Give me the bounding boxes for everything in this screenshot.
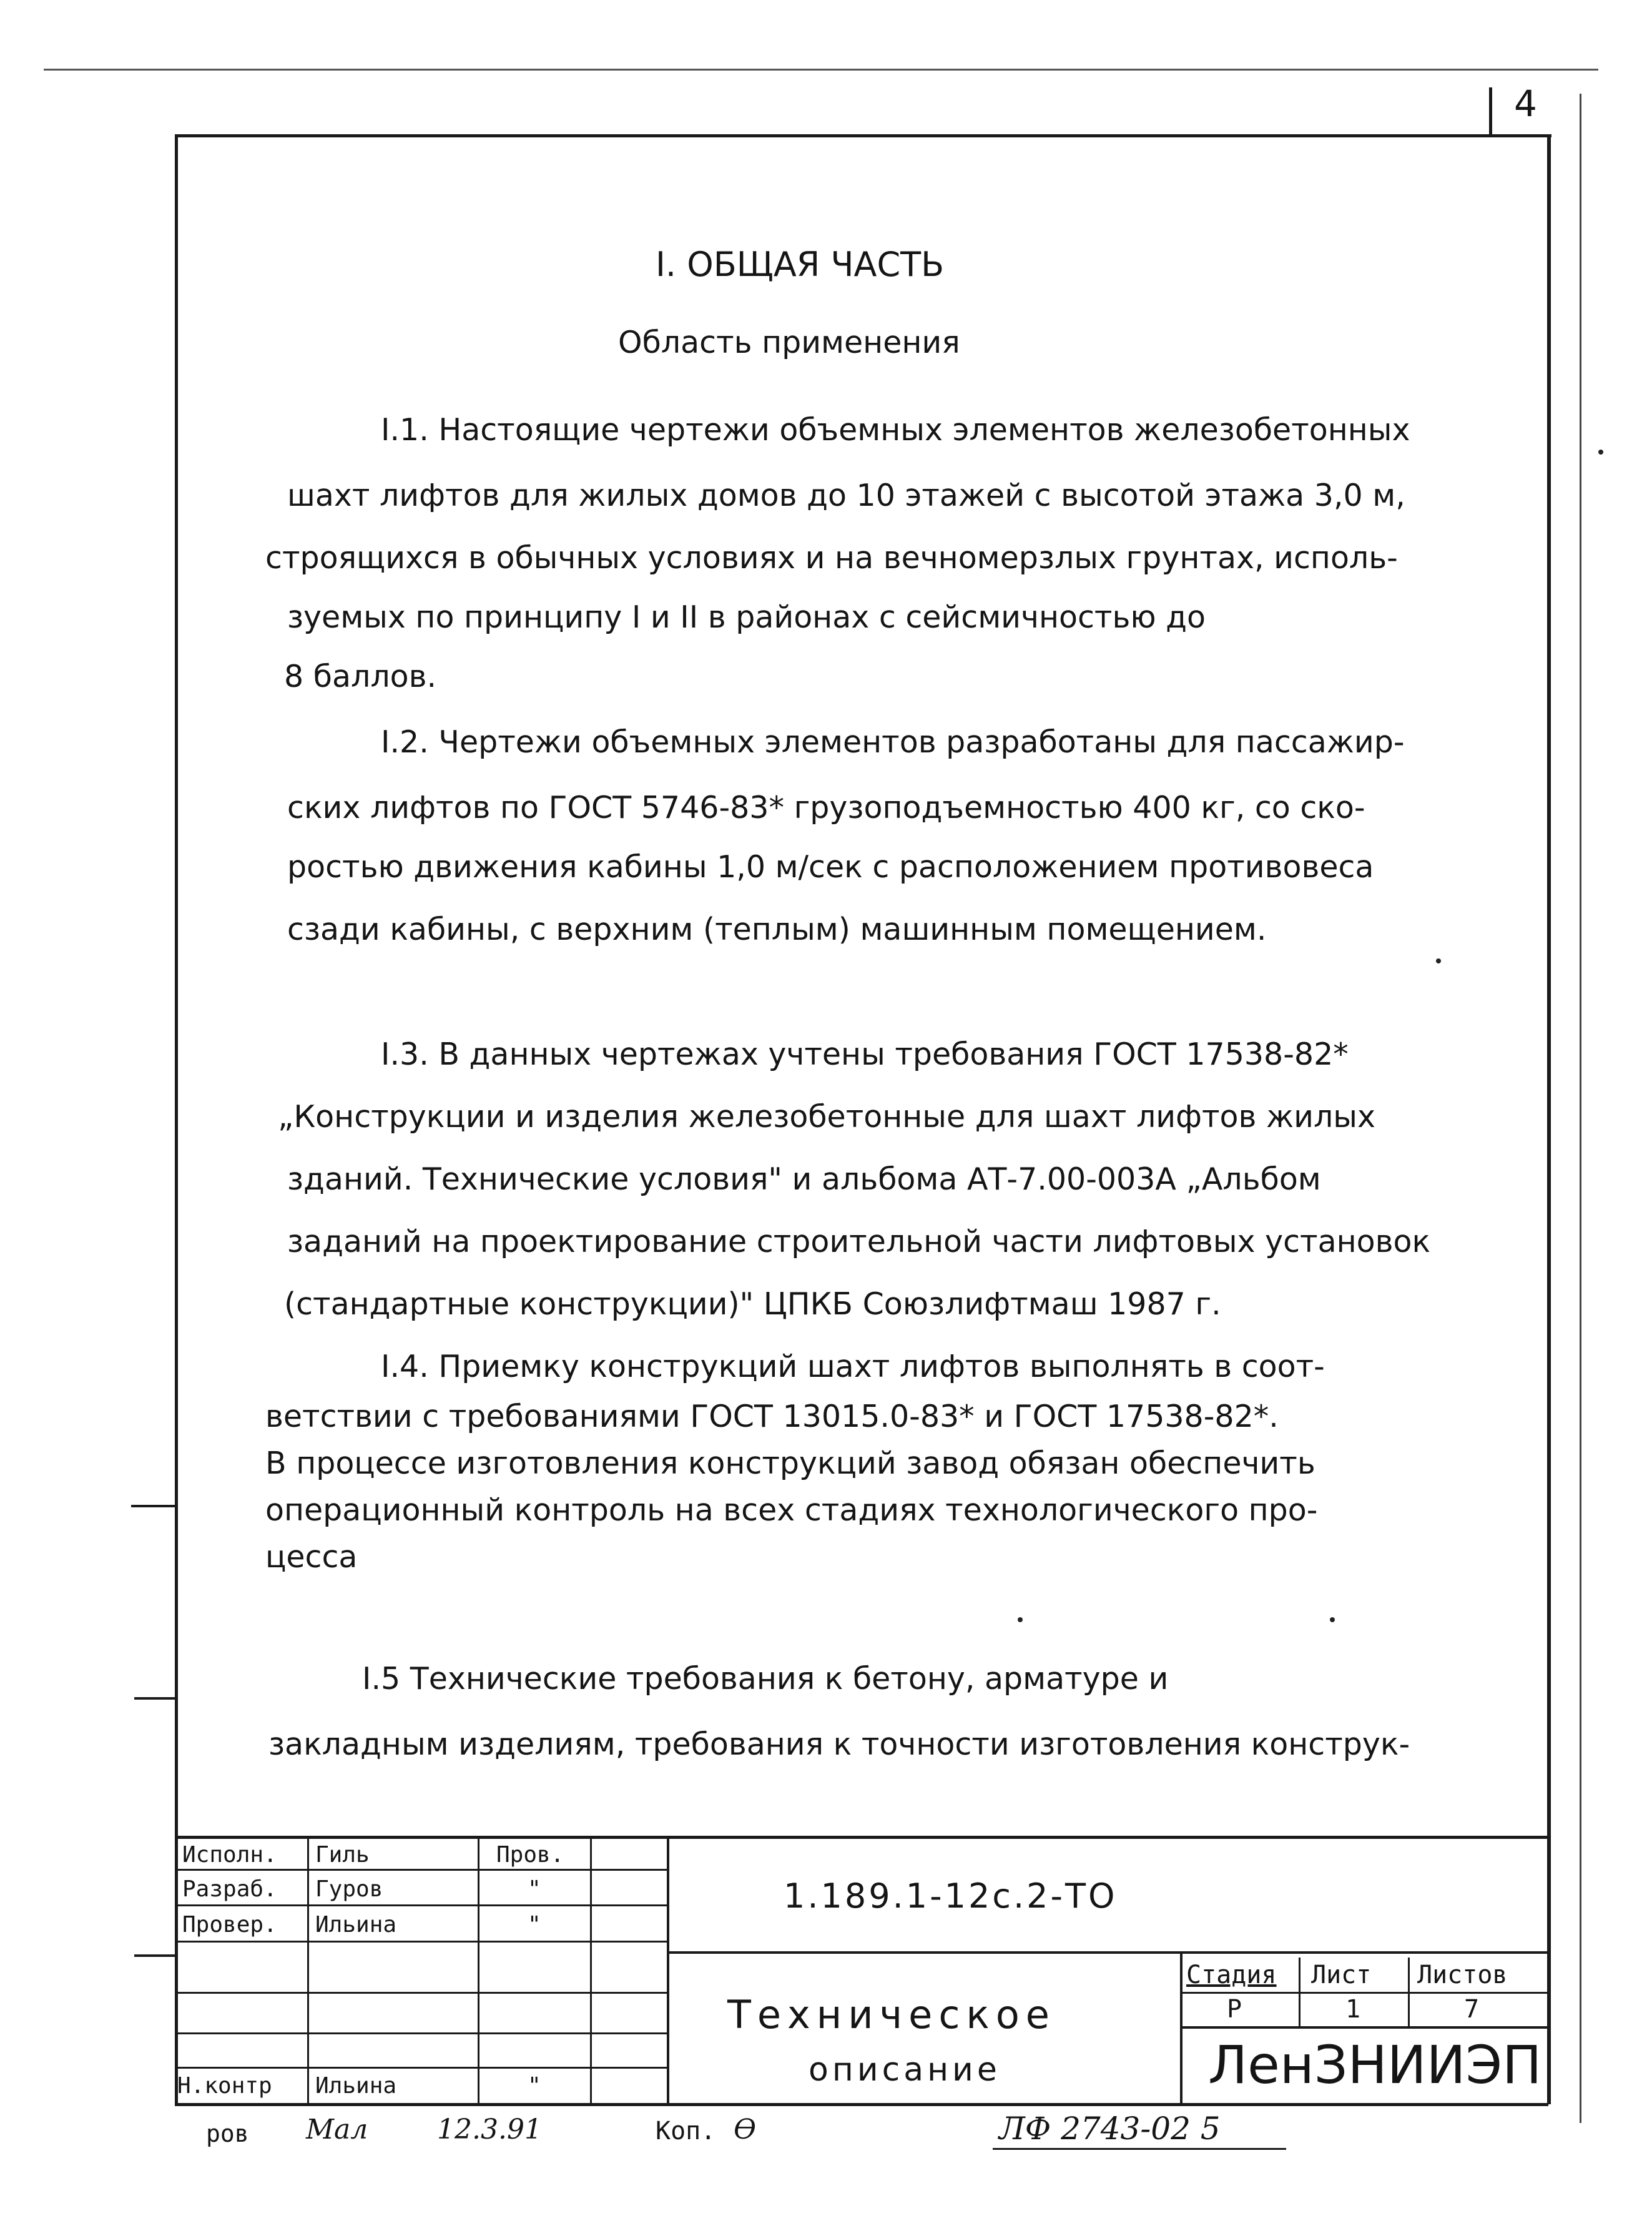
tb-row bbox=[175, 1941, 668, 1943]
tb-bottom bbox=[175, 2103, 1548, 2106]
tb-row bbox=[1180, 1992, 1548, 1994]
section-subheading: Область применения bbox=[618, 325, 960, 360]
tb-col bbox=[667, 1836, 669, 2104]
section-heading: I. ОБЩАЯ ЧАСТЬ bbox=[656, 245, 945, 284]
sheets-header: Листов bbox=[1417, 1961, 1508, 1989]
tb-row bbox=[1180, 2026, 1548, 2029]
copy-signature: Ѳ bbox=[734, 2114, 757, 2145]
p1-2-line: I.2. Чертежи объемных элементов разработаны для пассажир- bbox=[381, 724, 1405, 760]
person-name: Гуров bbox=[315, 1876, 383, 1902]
tb-col bbox=[478, 1836, 479, 2104]
p1-4-line: I.4. Приемку конструкций шахт лифтов выполнять в соот- bbox=[381, 1349, 1325, 1384]
tb-row bbox=[175, 2067, 668, 2069]
scan-speck bbox=[1598, 450, 1603, 455]
p1-2-line: сзади кабины, с верхним (теплым) машинным помещением. bbox=[287, 912, 1267, 947]
frame-right bbox=[1547, 134, 1551, 2104]
document-title-line2: описание bbox=[809, 2051, 1001, 2089]
inventory-underline bbox=[993, 2148, 1286, 2150]
organization-name: ЛенЗНИИЭП bbox=[1208, 2034, 1542, 2096]
role-label: Н.контр bbox=[177, 2073, 272, 2099]
left-tick-1 bbox=[131, 1505, 176, 1507]
p1-1-line: шахт лифтов для жилых домов до 10 этажей с высотой этажа 3,0 м, bbox=[287, 478, 1405, 513]
p1-3-line: (стандартные конструкции)" ЦПКБ Союзлифтмаш 1987 г. bbox=[284, 1286, 1221, 1322]
checked-label: ров bbox=[206, 2120, 249, 2147]
p1-1-line: I.1. Настоящие чертежи объемных элементов железобетонных bbox=[381, 412, 1410, 448]
p1-3-line: I.3. В данных чертежах учтены требования ГОСТ 17538-82* bbox=[381, 1037, 1349, 1072]
frame-top bbox=[175, 134, 1551, 137]
tb-row bbox=[175, 2032, 668, 2034]
p1-3-line: зданий. Технические условия" и альбома АТ-7.00-003А „Альбом bbox=[287, 1161, 1321, 1197]
p1-2-line: ростью движения кабины 1,0 м/сек с расположением противовеса bbox=[287, 849, 1374, 885]
document-code: 1.189.1-12с.2-ТО bbox=[784, 1876, 1118, 1916]
sign-cell: " bbox=[528, 1876, 541, 1902]
p1-4-line: операционный контроль на всех стадиях технологического про- bbox=[265, 1492, 1318, 1528]
check-date: 12.3.91 bbox=[437, 2114, 542, 2145]
stage-header: Стадия bbox=[1186, 1961, 1277, 1989]
page-number: 4 bbox=[1514, 82, 1537, 125]
scan-speck bbox=[1436, 958, 1441, 963]
tb-row bbox=[175, 1904, 668, 1906]
sheets-value: 7 bbox=[1464, 1995, 1480, 2024]
left-tick-3 bbox=[134, 1954, 177, 1957]
p1-5-line: I.5 Технические требования к бетону, арматуре и bbox=[362, 1661, 1169, 1697]
stage-value: Р bbox=[1227, 1995, 1242, 2024]
tb-row bbox=[175, 1992, 668, 1994]
tb-row bbox=[175, 1869, 668, 1871]
role-label: Провер. bbox=[182, 1912, 277, 1938]
p1-3-line: заданий на проектирование строительной части лифтовых установок bbox=[287, 1224, 1431, 1259]
p1-1-line: 8 баллов. bbox=[284, 659, 437, 694]
document-title-line1: Техническое bbox=[727, 1992, 1056, 2037]
checked-signature: Мал bbox=[306, 2114, 368, 2145]
scan-speck bbox=[1018, 1617, 1023, 1622]
scan-speck bbox=[1330, 1617, 1335, 1622]
p1-5-line: закладным изделиям, требования к точности изготовления конструк- bbox=[268, 1726, 1410, 1762]
role-label: Разраб. bbox=[182, 1876, 277, 1902]
p1-4-line: В процессе изготовления конструкций завод обязан обеспечить bbox=[265, 1446, 1315, 1481]
p1-1-line: зуемых по принципу I и II в районах с сейсмичностью до bbox=[287, 599, 1206, 635]
sheet-value: 1 bbox=[1345, 1995, 1361, 2024]
sign-cell: " bbox=[528, 1912, 541, 1938]
p1-1-line: строящихся в обычных условиях и на вечномерзлых грунтах, исполь- bbox=[265, 540, 1398, 576]
inventory-number: ЛФ 2743-02 5 bbox=[999, 2110, 1221, 2147]
tb-mid bbox=[667, 1951, 1548, 1954]
person-name: Гиль bbox=[315, 1842, 370, 1868]
frame-left bbox=[175, 134, 178, 2104]
sign-cell: Пров. bbox=[496, 1842, 564, 1868]
p1-3-line: „Конструкции и изделия железобетонные для шахт лифтов жилых bbox=[278, 1099, 1375, 1135]
tb-col bbox=[307, 1836, 309, 2104]
person-name: Ильина bbox=[315, 2073, 397, 2099]
scan-top-line bbox=[44, 69, 1598, 71]
p1-4-line: цесса bbox=[265, 1539, 358, 1575]
p1-4-line: ветствии с требованиями ГОСТ 13015.0-83* и ГОСТ 17538-82*. bbox=[265, 1399, 1279, 1434]
role-label: Исполн. bbox=[182, 1842, 277, 1868]
left-tick-2 bbox=[134, 1697, 177, 1700]
page-number-box-left bbox=[1489, 87, 1492, 136]
p1-2-line: ских лифтов по ГОСТ 5746-83* грузоподъемностью 400 кг, со ско- bbox=[287, 790, 1365, 825]
tb-top bbox=[175, 1836, 1548, 1839]
copy-label: Коп. bbox=[656, 2117, 716, 2145]
person-name: Ильина bbox=[315, 1912, 397, 1938]
frame-outer-right bbox=[1580, 94, 1581, 2123]
sign-cell: " bbox=[528, 2073, 541, 2099]
tb-col bbox=[590, 1836, 592, 2104]
sheet-header: Лист bbox=[1311, 1961, 1372, 1989]
